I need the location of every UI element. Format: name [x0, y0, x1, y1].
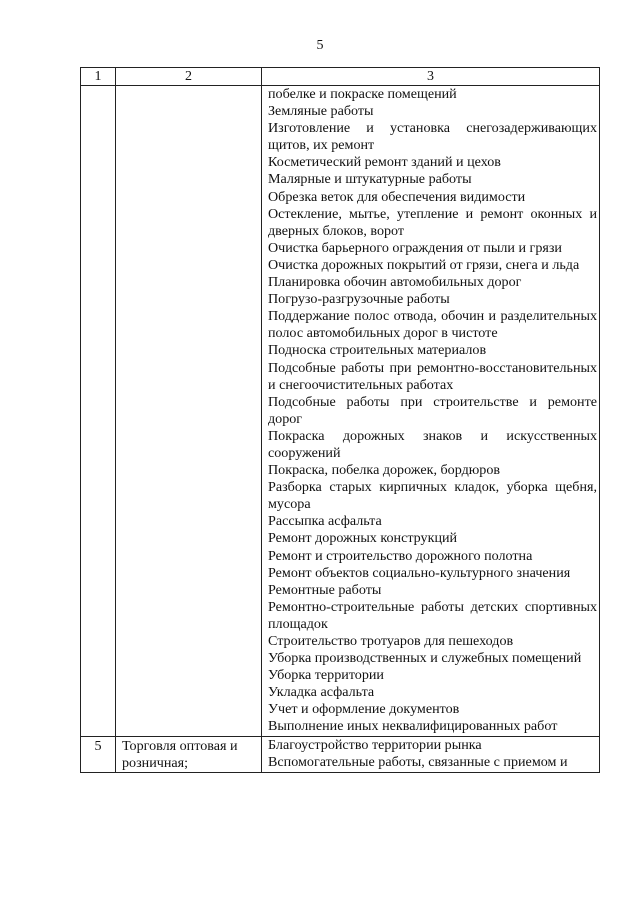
list-item: Обрезка веток для обеспечения видимости — [268, 188, 526, 205]
list-item: Вспомогательные работы, связанные с приемом и — [268, 753, 568, 770]
continued-works-cell — [262, 86, 600, 737]
list-item: Изготовление и установка снегозадерживающих щитов, их ремонт — [268, 120, 597, 154]
list-item: Ремонт объектов социально-культурного значения — [268, 564, 571, 581]
list-item: Благоустройство территории рынка — [268, 736, 482, 753]
header-col-1: 1 — [81, 68, 116, 86]
works-table — [80, 67, 600, 773]
list-item: Ремонтные работы — [268, 581, 382, 598]
list-item: Очистка барьерного ограждения от пыли и грязи — [268, 239, 562, 256]
row5-works-cell — [262, 736, 600, 772]
continued-sector-cell — [116, 86, 262, 737]
list-item: Уборка территории — [268, 667, 384, 684]
list-item: Планировка обочин автомобильных дорог — [268, 274, 522, 291]
sector-name-cell: Торговля оптовая и розничная; — [116, 736, 262, 772]
list-item: Ремонтно-строительные работы детских спортивных площадок — [268, 598, 597, 632]
list-item: Подноска строительных материалов — [268, 342, 487, 359]
table-header-row — [81, 68, 600, 86]
list-item: побелке и покраске помещений — [268, 86, 457, 102]
list-item: Подсобные работы при строительстве и ремонте дорог — [268, 393, 597, 427]
row-number-cell: 5 — [81, 736, 116, 772]
continued-number-cell — [81, 86, 116, 737]
list-item: Покраска дорожных знаков и искусственных сооружений — [268, 427, 597, 461]
list-item: Строительство тротуаров для пешеходов — [268, 633, 514, 649]
list-item: Остекление, мытье, утепление и ремонт оконных и дверных блоков, ворот — [268, 205, 597, 239]
list-item: Выполнение иных неквалифицированных работ — [268, 718, 558, 735]
list-item: Поддержание полос отвода, обочин и разделительных полос автомобильных дорог в чистоте — [268, 308, 597, 342]
list-item: Разборка старых кирпичных кладок, уборка щебня, мусора — [268, 479, 597, 513]
table-row-5 — [81, 736, 600, 772]
list-item: Покраска, побелка дорожек, бордюров — [268, 462, 501, 479]
list-item: Уборка производственных и служебных помещений — [268, 650, 582, 667]
list-item: Земляные работы — [268, 103, 374, 120]
list-item: Укладка асфальта — [268, 684, 375, 701]
list-item: Подсобные работы при ремонтно-восстановительных и снегоочистительных работах — [268, 359, 597, 393]
list-item: Очистка дорожных покрытий от грязи, снега и льда — [268, 256, 580, 273]
list-item: Погрузо-разгрузочные работы — [268, 291, 450, 308]
header-col-2: 2 — [116, 68, 262, 86]
list-item: Малярные и штукатурные работы — [268, 171, 472, 188]
list-item: Ремонт дорожных конструкций — [268, 530, 458, 547]
header-col-3: 3 — [262, 68, 600, 86]
table-row-continued — [81, 86, 600, 737]
list-item: Косметический ремонт зданий и цехов — [268, 154, 501, 171]
list-item: Ремонт и строительство дорожного полотна — [268, 547, 533, 564]
list-item: Учет и оформление документов — [268, 701, 460, 718]
page-number: 5 — [316, 38, 324, 53]
list-item: Рассыпка асфальта — [268, 513, 382, 530]
